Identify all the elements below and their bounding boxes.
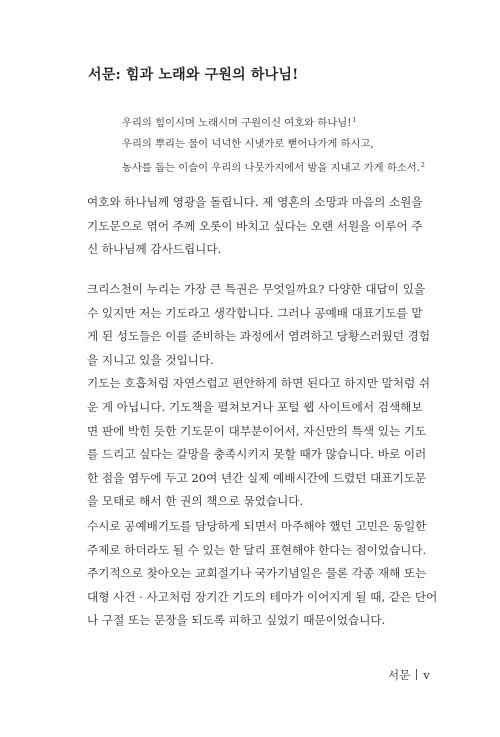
- text-line: 여호와 하나님께 영광을 돌립니다. 제 영혼의 소망과 마음의 소원을: [87, 195, 423, 209]
- page-number: v: [423, 668, 430, 682]
- paragraph-2: [87, 278, 431, 514]
- text-line: 나 구절 또는 문장을 되도록 피하고 싶었기 때문이었습니다.: [87, 613, 386, 628]
- text-line: 주기적으로 찾아오는 교회절기나 국가기념일은 물론 각종 재해 또는: [87, 566, 427, 581]
- verse-line: 우리의 뿌리는 물이 넉넉한 시냇가로 뻗어나가게 하시고,: [122, 138, 374, 150]
- text-line: 을 모태로 해서 한 권의 책으로 묶었습니다.: [87, 494, 304, 509]
- text-line: 기도는 호흡처럼 자연스럽고 편안하게 하면 된다고 하지만 말처럼 쉬: [87, 376, 431, 391]
- text-line: 기도문으로 엮어 주께 오롯이 바치고 싶다는 오랜 서원을 이루어 주: [87, 218, 423, 233]
- footnote-marker: 1: [352, 117, 357, 124]
- text-line: 면 판에 박힌 듯한 기도문이 대부분이어서, 자신만의 특색 있는 기도: [87, 423, 427, 438]
- text-line: 주제로 하더라도 될 수 있는 한 달리 표현해야 한다는 점이었습니다.: [87, 542, 427, 557]
- page-title: 서문: 힘과 노래와 구원의 하나님!: [88, 67, 299, 83]
- footer-divider: [416, 669, 417, 680]
- text-line: 대형 사건 · 사고처럼 장기간 기도의 테마가 이어지게 될 때, 같은 단어: [87, 589, 438, 604]
- text-line: 운 게 아닙니다. 기도책을 펼쳐보거나 포털 웹 사이트에서 검색해보: [87, 399, 423, 414]
- running-footer-section: 서문: [388, 668, 411, 682]
- text-line: 를 드리고 싶다는 갈망을 충족시키지 못할 때가 많습니다. 바로 이러: [87, 447, 427, 462]
- verse-line: [122, 155, 442, 179]
- text-line: 수시로 공예배기도를 담당하게 되면서 마주해야 했던 고민은 동일한: [87, 519, 427, 533]
- text-line: 수 있지만 저는 기도라고 생각합니다. 그러나 공예배 대표기도를 맡: [87, 305, 423, 320]
- paragraph-3: [87, 515, 438, 633]
- page-footer: [388, 667, 430, 683]
- footnote-marker: 2: [421, 162, 425, 169]
- text-line: 크리스천이 누리는 가장 큰 특권은 무엇일까요? 다양한 대답이 있을: [87, 282, 426, 296]
- text-line: 신 하나님께 감사드립니다.: [87, 242, 222, 257]
- verse-line-text: 농사를 돕는 이슬이 우리의 나뭇가지에서 밤을 지내고 가게 하소서.: [122, 162, 421, 174]
- text-line: 한 점을 염두에 두고 20여 년간 실제 예배시간에 드렸던 대표기도문: [87, 470, 427, 485]
- epigraph-verse: [122, 110, 442, 179]
- text-line: 을 지니고 있을 것입니다.: [87, 352, 214, 367]
- text-line: 게 된 성도들은 이를 준비하는 과정에서 염려하고 당황스러웠던 경험: [87, 329, 431, 344]
- verse-line: [122, 110, 442, 134]
- verse-line-text: 우리의 힘이시며 노래시며 구원이신 여호와 하나님!: [122, 117, 352, 129]
- paragraph-1: [87, 191, 423, 262]
